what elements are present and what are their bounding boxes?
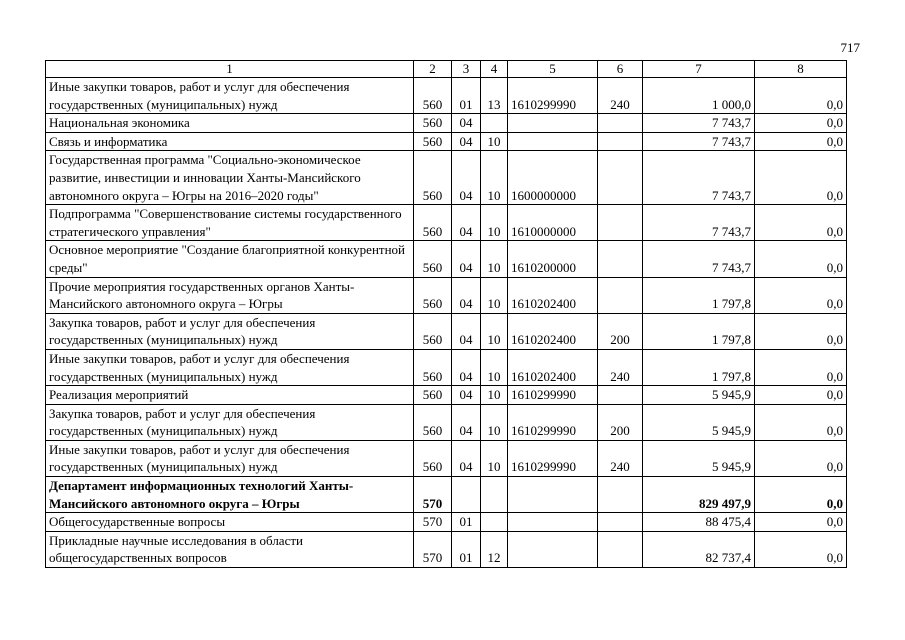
column-header: 1 bbox=[46, 61, 414, 78]
row-code-4 bbox=[481, 114, 508, 133]
table-row bbox=[46, 151, 847, 205]
row-code-4 bbox=[481, 477, 508, 513]
row-amount-8: 0,0 bbox=[755, 78, 847, 114]
row-code-6 bbox=[598, 241, 643, 277]
row-code-6 bbox=[598, 531, 643, 567]
row-code-3: 04 bbox=[452, 277, 481, 313]
column-header: 5 bbox=[508, 61, 598, 78]
row-description: Иные закупки товаров, работ и услуг для обеспечения государственных (муниципальных) нужд bbox=[46, 349, 414, 385]
row-code-2: 570 bbox=[414, 513, 452, 532]
row-code-2: 560 bbox=[414, 78, 452, 114]
table-row bbox=[46, 78, 847, 114]
row-code-4: 10 bbox=[481, 151, 508, 205]
row-code-2: 560 bbox=[414, 205, 452, 241]
row-code-4 bbox=[481, 513, 508, 532]
row-description: Связь и информатика bbox=[46, 132, 414, 151]
column-header: 2 bbox=[414, 61, 452, 78]
row-code-4: 10 bbox=[481, 241, 508, 277]
row-amount-8: 0,0 bbox=[755, 241, 847, 277]
row-code-6: 240 bbox=[598, 78, 643, 114]
row-amount-8: 0,0 bbox=[755, 477, 847, 513]
row-amount-8: 0,0 bbox=[755, 440, 847, 476]
row-code-2: 560 bbox=[414, 386, 452, 405]
row-code-4: 10 bbox=[481, 205, 508, 241]
row-amount-7: 7 743,7 bbox=[643, 241, 755, 277]
row-code-3: 04 bbox=[452, 440, 481, 476]
table-row bbox=[46, 440, 847, 476]
row-code-5: 1610299990 bbox=[508, 78, 598, 114]
budget-table bbox=[45, 60, 847, 568]
row-code-3: 04 bbox=[452, 151, 481, 205]
table-row bbox=[46, 531, 847, 567]
row-amount-8: 0,0 bbox=[755, 151, 847, 205]
row-code-2: 560 bbox=[414, 114, 452, 133]
row-code-6 bbox=[598, 386, 643, 405]
row-code-5: 1610202400 bbox=[508, 277, 598, 313]
row-description: Иные закупки товаров, работ и услуг для обеспечения государственных (муниципальных) нужд bbox=[46, 440, 414, 476]
row-amount-8: 0,0 bbox=[755, 205, 847, 241]
row-code-3: 04 bbox=[452, 132, 481, 151]
row-code-5: 1600000000 bbox=[508, 151, 598, 205]
column-header: 6 bbox=[598, 61, 643, 78]
column-header: 7 bbox=[643, 61, 755, 78]
row-code-5: 1610299990 bbox=[508, 386, 598, 405]
row-description: Государственная программа "Социально-экономическое развитие, инвестиции и инновации Ханты-Мансийского автономного округа – Югры на 2016–2020 годы" bbox=[46, 151, 414, 205]
row-code-2: 560 bbox=[414, 151, 452, 205]
row-code-6 bbox=[598, 513, 643, 532]
row-code-2: 560 bbox=[414, 313, 452, 349]
row-code-3 bbox=[452, 477, 481, 513]
row-code-5: 1610299990 bbox=[508, 404, 598, 440]
row-amount-8: 0,0 bbox=[755, 349, 847, 385]
row-amount-7: 1 797,8 bbox=[643, 313, 755, 349]
table-row bbox=[46, 513, 847, 532]
row-code-3: 04 bbox=[452, 404, 481, 440]
page-number: 717 bbox=[840, 40, 860, 55]
column-header: 3 bbox=[452, 61, 481, 78]
row-code-2: 570 bbox=[414, 477, 452, 513]
row-code-2: 560 bbox=[414, 277, 452, 313]
row-code-3: 04 bbox=[452, 386, 481, 405]
table-row bbox=[46, 114, 847, 133]
row-code-4: 10 bbox=[481, 440, 508, 476]
table-row bbox=[46, 132, 847, 151]
table-row bbox=[46, 205, 847, 241]
column-header: 8 bbox=[755, 61, 847, 78]
row-amount-7: 5 945,9 bbox=[643, 386, 755, 405]
row-amount-8: 0,0 bbox=[755, 404, 847, 440]
row-code-4: 10 bbox=[481, 404, 508, 440]
row-code-2: 560 bbox=[414, 349, 452, 385]
column-header: 4 bbox=[481, 61, 508, 78]
row-amount-8: 0,0 bbox=[755, 132, 847, 151]
row-code-6 bbox=[598, 477, 643, 513]
row-code-5 bbox=[508, 132, 598, 151]
row-code-6 bbox=[598, 132, 643, 151]
row-amount-8: 0,0 bbox=[755, 277, 847, 313]
row-amount-8: 0,0 bbox=[755, 513, 847, 532]
row-code-3: 01 bbox=[452, 78, 481, 114]
row-code-4: 13 bbox=[481, 78, 508, 114]
table-row bbox=[46, 349, 847, 385]
row-description: Закупка товаров, работ и услуг для обеспечения государственных (муниципальных) нужд bbox=[46, 313, 414, 349]
row-code-5: 1610202400 bbox=[508, 313, 598, 349]
row-code-4: 10 bbox=[481, 277, 508, 313]
row-amount-7: 7 743,7 bbox=[643, 151, 755, 205]
row-description: Прочие мероприятия государственных органов Ханты-Мансийского автономного округа – Югры bbox=[46, 277, 414, 313]
row-code-6: 200 bbox=[598, 313, 643, 349]
row-description: Основное мероприятие "Создание благоприятной конкурентной среды" bbox=[46, 241, 414, 277]
row-code-6: 200 bbox=[598, 404, 643, 440]
row-amount-8: 0,0 bbox=[755, 114, 847, 133]
row-description: Национальная экономика bbox=[46, 114, 414, 133]
row-amount-7: 7 743,7 bbox=[643, 205, 755, 241]
row-code-5 bbox=[508, 114, 598, 133]
row-description: Общегосударственные вопросы bbox=[46, 513, 414, 532]
row-amount-7: 1 797,8 bbox=[643, 277, 755, 313]
row-code-4: 12 bbox=[481, 531, 508, 567]
row-code-3: 04 bbox=[452, 313, 481, 349]
row-code-3: 01 bbox=[452, 513, 481, 532]
row-code-6 bbox=[598, 277, 643, 313]
row-description: Реализация мероприятий bbox=[46, 386, 414, 405]
row-code-4: 10 bbox=[481, 386, 508, 405]
row-code-5: 1610202400 bbox=[508, 349, 598, 385]
row-amount-7: 7 743,7 bbox=[643, 132, 755, 151]
row-code-2: 560 bbox=[414, 440, 452, 476]
row-code-2: 560 bbox=[414, 404, 452, 440]
row-code-5: 1610299990 bbox=[508, 440, 598, 476]
row-code-2: 560 bbox=[414, 132, 452, 151]
table-row bbox=[46, 241, 847, 277]
row-code-4: 10 bbox=[481, 313, 508, 349]
row-code-5 bbox=[508, 513, 598, 532]
row-code-4: 10 bbox=[481, 349, 508, 385]
row-code-3: 04 bbox=[452, 241, 481, 277]
row-code-6: 240 bbox=[598, 440, 643, 476]
table-row bbox=[46, 386, 847, 405]
row-code-5: 1610000000 bbox=[508, 205, 598, 241]
row-code-3: 01 bbox=[452, 531, 481, 567]
row-code-5 bbox=[508, 531, 598, 567]
row-amount-8: 0,0 bbox=[755, 386, 847, 405]
row-amount-7: 5 945,9 bbox=[643, 404, 755, 440]
row-description: Прикладные научные исследования в области общегосударственных вопросов bbox=[46, 531, 414, 567]
row-amount-7: 5 945,9 bbox=[643, 440, 755, 476]
row-code-3: 04 bbox=[452, 349, 481, 385]
row-code-5: 1610200000 bbox=[508, 241, 598, 277]
row-code-3: 04 bbox=[452, 205, 481, 241]
row-amount-8: 0,0 bbox=[755, 531, 847, 567]
header-row bbox=[46, 61, 847, 78]
row-code-2: 570 bbox=[414, 531, 452, 567]
row-code-6 bbox=[598, 114, 643, 133]
row-description: Закупка товаров, работ и услуг для обеспечения государственных (муниципальных) нужд bbox=[46, 404, 414, 440]
row-code-3: 04 bbox=[452, 114, 481, 133]
row-amount-7: 829 497,9 bbox=[643, 477, 755, 513]
table-row bbox=[46, 477, 847, 513]
row-description: Подпрограмма "Совершенствование системы государственного стратегического управления" bbox=[46, 205, 414, 241]
row-code-6: 240 bbox=[598, 349, 643, 385]
row-code-4: 10 bbox=[481, 132, 508, 151]
row-description: Иные закупки товаров, работ и услуг для обеспечения государственных (муниципальных) нужд bbox=[46, 78, 414, 114]
row-amount-7: 7 743,7 bbox=[643, 114, 755, 133]
row-amount-7: 1 000,0 bbox=[643, 78, 755, 114]
row-amount-8: 0,0 bbox=[755, 313, 847, 349]
row-code-2: 560 bbox=[414, 241, 452, 277]
table-row bbox=[46, 277, 847, 313]
row-amount-7: 88 475,4 bbox=[643, 513, 755, 532]
row-code-6 bbox=[598, 205, 643, 241]
row-description: Департамент информационных технологий Ханты-Мансийского автономного округа – Югры bbox=[46, 477, 414, 513]
row-code-6 bbox=[598, 151, 643, 205]
table-row bbox=[46, 313, 847, 349]
table-row bbox=[46, 404, 847, 440]
row-code-5 bbox=[508, 477, 598, 513]
row-amount-7: 1 797,8 bbox=[643, 349, 755, 385]
row-amount-7: 82 737,4 bbox=[643, 531, 755, 567]
